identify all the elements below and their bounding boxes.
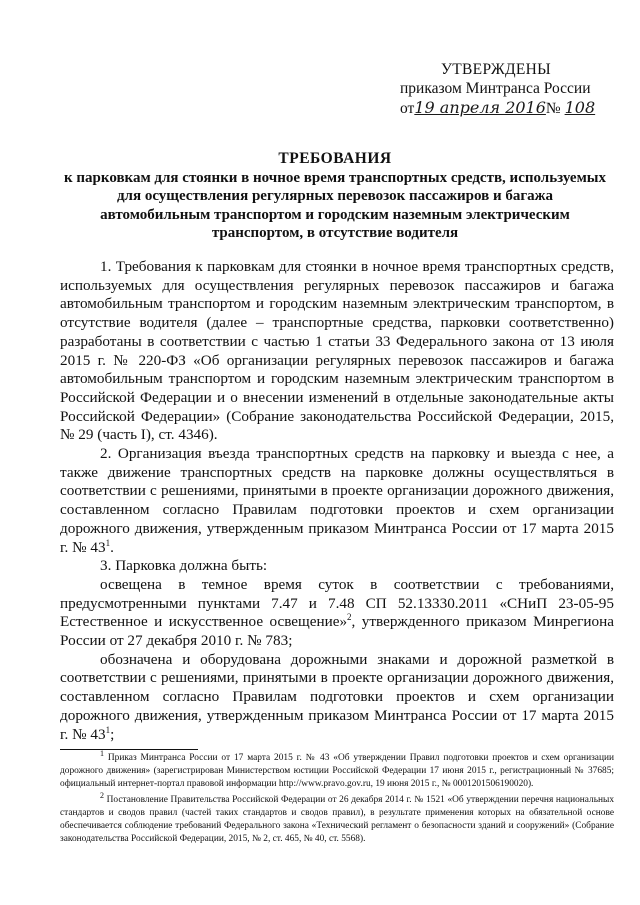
footnote-separator (60, 749, 198, 750)
handwritten-number: 108 (564, 98, 596, 117)
paragraph-4-text: освещена в темное время суток в соответствии с требованиями, предусмотренными пунктами 7.47 и 7.48 СП 52.13330.2011 «СНиП 23-05-95 Естественное и искусственное освещение» (60, 575, 614, 631)
footnotes (60, 748, 615, 848)
footnote-ref-1b: 1 (105, 724, 111, 735)
date-prefix: от (400, 100, 415, 117)
footnote-1 (60, 748, 615, 792)
approval-stamp (400, 60, 620, 118)
footnote-1-text: Приказ Минтранса России от 17 марта 2015 г. № 43 «Об утверждении Правил подготовки проектов и схем организации дорожного движения» (зарегистрирован Министерством юстиции Российской Федерации 17 июня 2015 г., регистрационный № 37685; официальный интернет-портал правовой информации http://www.pravo.gov.ru, 19 июня 2015 г., № 0001201506190020). (60, 753, 615, 790)
document-title-block (60, 150, 610, 243)
paragraph-2-end: . (110, 538, 114, 556)
approval-date-line (400, 98, 620, 118)
document-body (60, 258, 614, 744)
footnote-2 (60, 790, 615, 847)
approval-title: УТВЕРЖДЕНЫ (441, 61, 551, 78)
paragraph-5-end: ; (110, 725, 115, 743)
paragraph-3: 3. Парковка должна быть: (100, 557, 268, 575)
paragraph-4 (60, 576, 614, 651)
footnote-ref-1: 1 (105, 537, 111, 548)
approval-order-line: приказом Минтранса России (400, 80, 591, 97)
handwritten-date: 19 апреля 2016 (414, 98, 546, 117)
paragraph-5 (60, 651, 614, 745)
document-subtitle: к парковкам для стоянки в ночное время транспортных средств, используемых для осуществления регулярных перевозок пассажиров и багажа автомобильным транспортом и городским наземным электрическим транспортом, в отсутствие водителя (64, 169, 606, 242)
footnote-2-text: Постановление Правительства Российской Федерации от 26 декабря 2014 г. № 1521 «Об утверждении перечня национальных стандартов и сводов правил (частей таких стандартов и сводов правил), в результате применения которых на обязательной основе обеспечивается соблюдение требований Федерального закона «Технический регламент о безопасности зданий и сооружений» (Собрание законодательства Российской Федерации, 2015, № 2, ст. 465, № 40, ст. 5568). (60, 794, 615, 845)
paragraph-4-end: , утвержденного приказом Минрегиона России от 27 декабря 2010 г. № 783; (60, 613, 614, 650)
paragraph-1: 1. Требования к парковкам для стоянки в ночное время транспортных средств, используемых для осуществления регулярных перевозок пассажиров и багажа автомобильным транспортом и городским наземным электрическим транспортом, в отсутствие водителя (далее – транспортные средства, парковки соответственно) разработаны в соответствии с частью 1 статьи 33 Федерального закона от 13 июля 2015 г. № 220-ФЗ «Об организации регулярных перевозок пассажиров и багажа автомобильным транспортом и городским наземным электрическим транспортом в Российской Федерации и о внесении изменений в отдельные законодательные акты Российской Федерации» (Собрание законодательства Российской Федерации, 2015, № 29 (часть I), ст. 4346). (60, 258, 614, 444)
document-title: ТРЕБОВАНИЯ (278, 150, 392, 167)
paragraph-5-text: обозначена и оборудована дорожными знаками и дорожной разметкой в соответствии с решениями, принятыми в проекте организации дорожного движения, составленном согласно Правилам подготовки проектов и схем организации дорожного движения, утвержденным приказом Минтранса России от 17 марта 2015 г. № 43 (60, 650, 614, 743)
paragraph-2-text: 2. Организация въезда транспортных средств на парковку и выезда с нее, а также движение транспортных средств на парковке должны осуществляться в соответствии с решениями, принятыми в проекте организации дорожного движения, составленном согласно Правилам подготовки проектов и схем организации дорожного движения, утвержденным приказом Минтранса России от 17 марта 2015 г. № 43 (60, 445, 614, 556)
footnote-ref-2: 2 (347, 612, 352, 623)
number-prefix: № (545, 100, 561, 117)
footnote-1-number: 1 (100, 748, 104, 758)
footnote-2-number: 2 (100, 790, 104, 800)
paragraph-2 (60, 445, 614, 557)
